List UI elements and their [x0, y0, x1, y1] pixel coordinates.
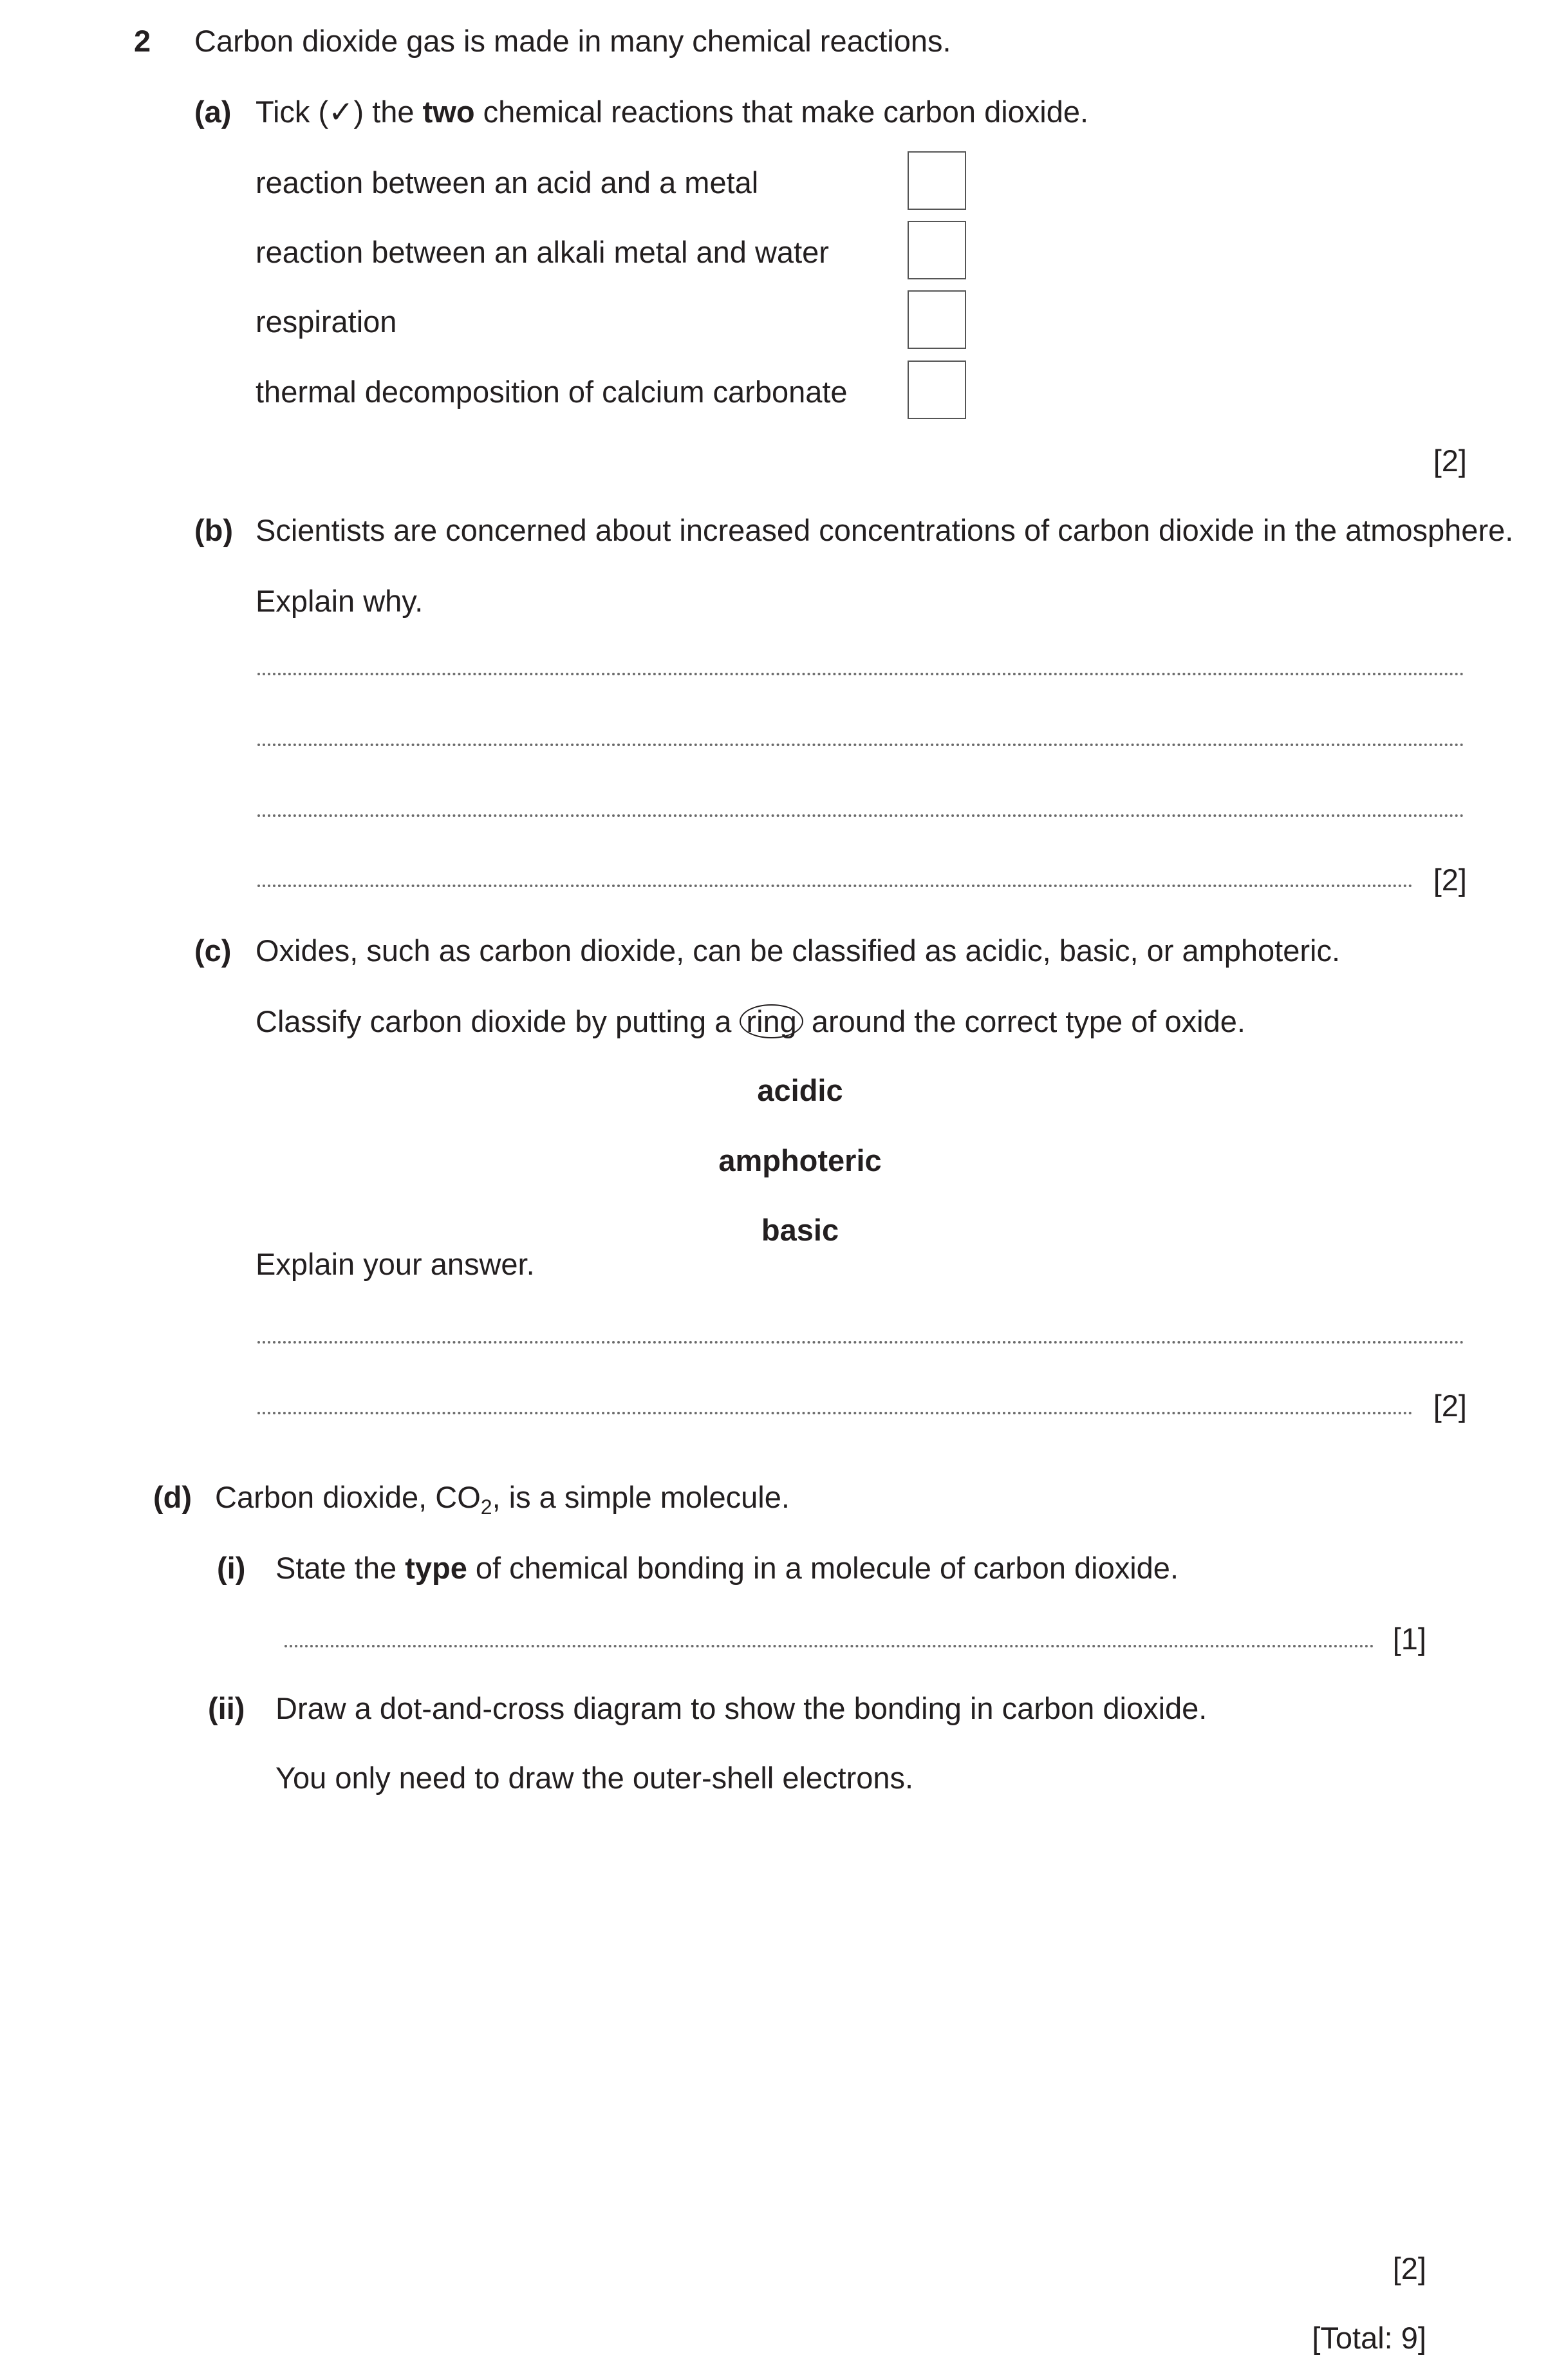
option-label: reaction between an acid and a metal — [256, 165, 759, 200]
part-b-marks: [2] — [1433, 863, 1467, 897]
oxide-choice-amphoteric[interactable]: amphoteric — [718, 1143, 882, 1177]
option-label: thermal decomposition of calcium carbonate — [256, 375, 848, 409]
answer-line-b-3[interactable] — [257, 814, 1464, 817]
option-label: reaction between an alkali metal and water — [256, 235, 829, 269]
oxide-choice-acidic[interactable]: acidic — [757, 1073, 843, 1107]
part-c-label: (c) — [194, 933, 232, 968]
part-b-instruction: Explain why. — [256, 584, 424, 618]
part-b-prompt: Scientists are concerned about increased concentrations of carbon dioxide in the atmosphere. — [256, 513, 1514, 547]
tick-box-option-4[interactable] — [908, 361, 966, 419]
part-d-ii-note: You only need to draw the outer-shell electrons. — [275, 1761, 914, 1795]
tick-box-option-1[interactable] — [908, 151, 966, 210]
question-number: 2 — [134, 24, 151, 58]
part-a-prompt: Tick (✓) the two chemical reactions that make carbon dioxide. — [256, 95, 1089, 129]
part-c-prompt: Oxides, such as carbon dioxide, can be classified as acidic, basic, or amphoteric. — [256, 933, 1341, 968]
part-d-ii-prompt: Draw a dot-and-cross diagram to show the bonding in carbon dioxide. — [275, 1691, 1207, 1725]
part-c-instruction: Classify carbon dioxide by putting a ring around the correct type of oxide. — [256, 1004, 1245, 1038]
ring-illustration: ring — [740, 1004, 803, 1038]
part-d-prompt: Carbon dioxide, $CO_2$, is a simple molecule. — [215, 1480, 790, 1519]
part-c-marks: [2] — [1433, 1389, 1467, 1423]
part-d-label: (d) — [153, 1480, 192, 1514]
part-c-explain: Explain your answer. — [256, 1247, 535, 1281]
answer-line-c-1[interactable] — [257, 1341, 1464, 1344]
part-b-label: (b) — [194, 513, 234, 547]
part-d-ii-label: (ii) — [208, 1691, 245, 1725]
answer-line-b-4[interactable] — [257, 885, 1413, 887]
tick-box-option-3[interactable] — [908, 290, 966, 349]
answer-line-b-2[interactable] — [257, 744, 1464, 746]
tick-box-option-2[interactable] — [908, 221, 966, 279]
oxide-choice-basic[interactable]: basic — [761, 1213, 839, 1247]
part-d-i-marks: [1] — [1392, 1622, 1426, 1656]
option-label: respiration — [256, 305, 397, 339]
part-d-ii-marks: [2] — [1392, 2251, 1426, 2285]
answer-line-d-i[interactable] — [284, 1645, 1374, 1647]
drawing-area[interactable] — [270, 1815, 1429, 2234]
part-d-i-prompt: State the type of chemical bonding in a molecule of carbon dioxide. — [275, 1551, 1179, 1585]
part-a-label: (a) — [194, 95, 232, 129]
part-d-i-label: (i) — [217, 1551, 246, 1585]
answer-line-c-2[interactable] — [257, 1412, 1413, 1414]
question-stem: Carbon dioxide gas is made in many chemical reactions. — [194, 24, 951, 58]
part-a-marks: [2] — [1433, 444, 1467, 478]
total-marks: [Total: 9] — [1312, 2321, 1426, 2355]
answer-line-b-1[interactable] — [257, 673, 1464, 675]
